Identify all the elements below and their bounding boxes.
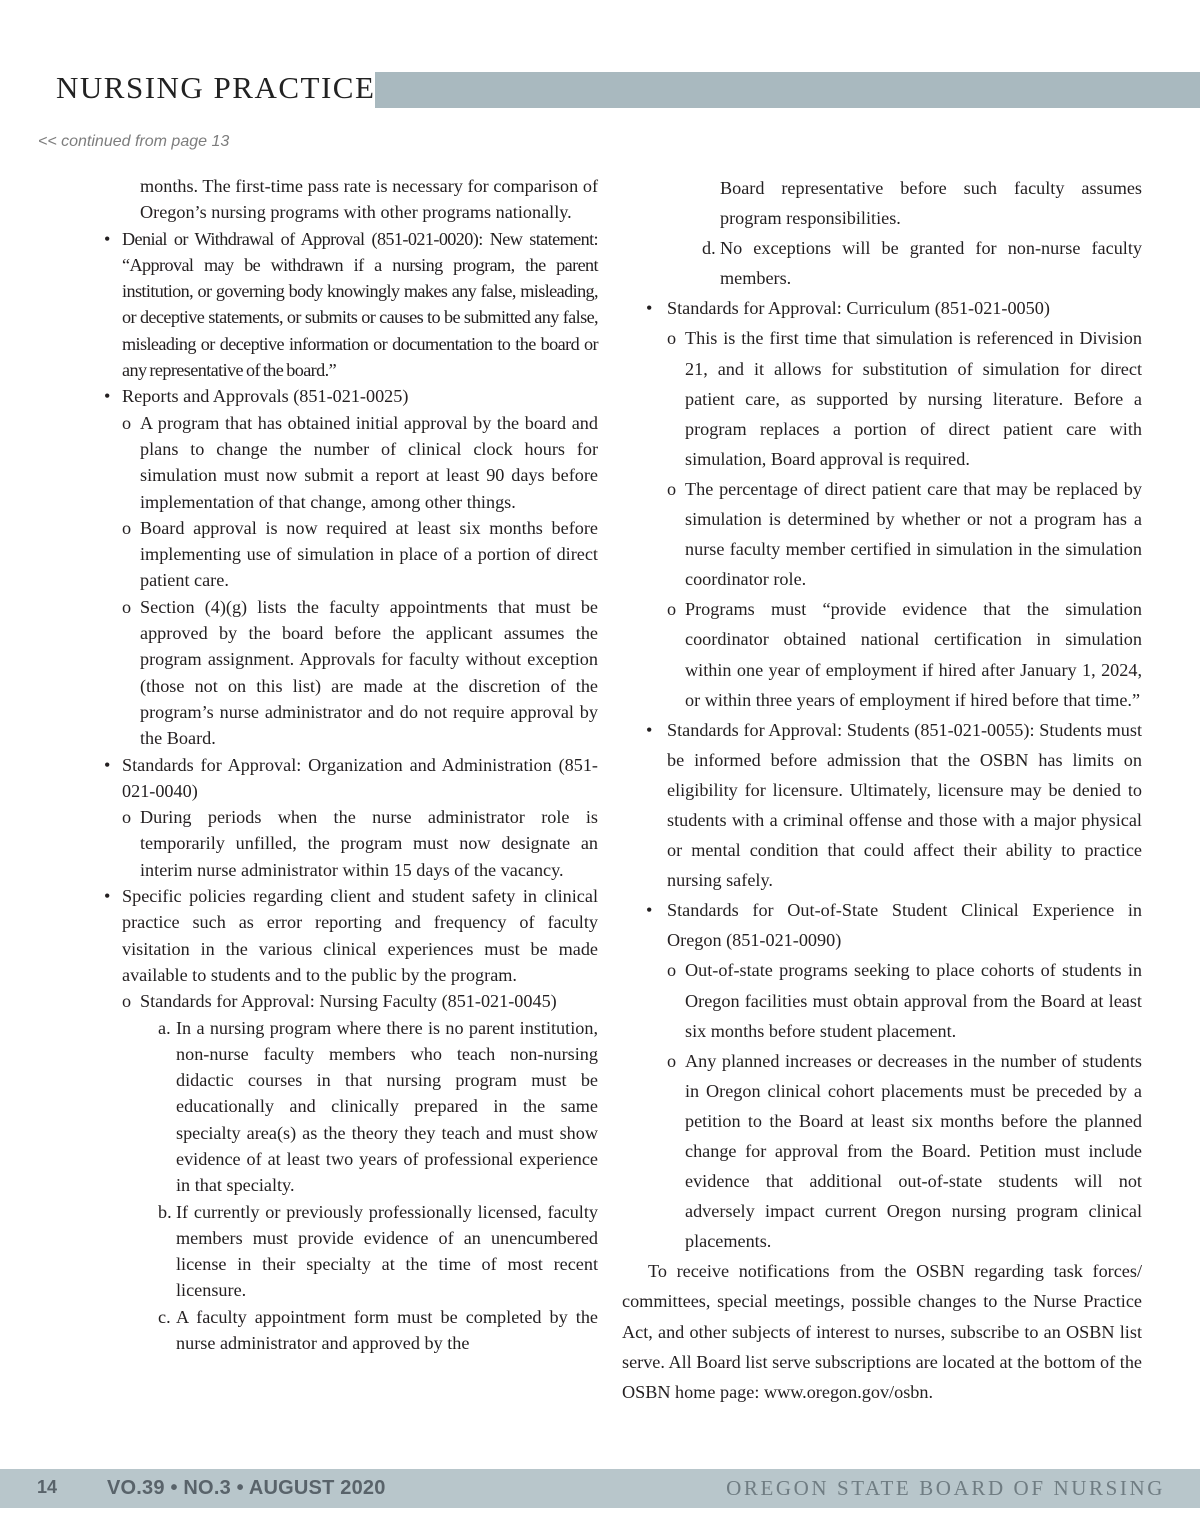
faculty-item-c-continued: Board representative before such faculty assumes program responsibilities. (720, 178, 1142, 229)
bullet-marker: • (104, 754, 111, 775)
right-column (622, 173, 1142, 1407)
list-item (104, 752, 598, 805)
out-of-state-item-text: Out-of-state programs seeking to place cohorts of students in Oregon facilities must obtain approval from the Board at least six months before student placement. (685, 960, 1142, 1041)
sub-bullet-marker: o (667, 478, 677, 499)
sub-bullet-marker: o (122, 596, 132, 617)
list-item (622, 1046, 1142, 1257)
list-item (622, 323, 1142, 473)
sub-bullet-marker: o (667, 328, 677, 349)
denial-withdrawal-text: Denial or Withdrawal of Approval (851-021-0020): New statement: “Approval may be withdrawn if a nursing program, the parent institution, or governing body knowingly makes any false, misleading, or deceptive statements, or submits or causes to be submitted any false, misleading or deceptive information or documentation to the board or any representative of the board.” (122, 228, 598, 381)
closing-paragraph: To receive notifications from the OSBN regarding task forces/ committees, special meetings, possible changes to the Nurse Practice Act, and other subjects of interest to nurses, subscribe to an OSBN list serve. All Board list serve subscriptions are located at the bottom of the OSBN home page: www.oregon.gov/osbn. (622, 1261, 1142, 1402)
bullet-marker: • (104, 886, 111, 907)
list-item (104, 515, 598, 594)
list-item (622, 233, 1142, 293)
reports-item-text: Board approval is now required at least six months before implementing use of simulation in place of a portion of direct patient care. (140, 517, 598, 591)
organization-item-text: During periods when the nurse administrator role is temporarily unfilled, the program must now designate an interim nurse administrator within 15 days of the vacancy. (140, 807, 598, 880)
bullet-marker: • (646, 298, 653, 319)
curriculum-item-text: Programs must “provide evidence that the simulation coordinator obtained national certification in simulation within one year of employment if hired after January 1, 2024, or within three years of employment if hired before that time.” (685, 599, 1142, 710)
section-title: NURSING PRACTICE (56, 70, 376, 105)
faculty-heading: Standards for Approval: Nursing Faculty (851-021-0045) (140, 991, 557, 1012)
sub-bullet-marker: o (122, 517, 132, 538)
list-item (622, 715, 1142, 896)
letter-marker: d. (702, 238, 716, 259)
letter-marker: a. (158, 1017, 171, 1038)
list-item (104, 1304, 598, 1357)
issue-label: VO.39 • NO.3 • AUGUST 2020 (107, 1477, 386, 1499)
sub-bullet-marker: o (122, 412, 132, 433)
continued-note: << continued from page 13 (38, 133, 230, 150)
list-item (104, 988, 598, 1014)
students-text: Standards for Approval: Students (851-021-0055): Students must be informed before admission that the OSBN has limits on eligibility for licensure. Ultimately, licensure may be denied to students with a criminal offense and those with a major physical or mental condition that could affect their ability to practice nursing safely. (667, 719, 1142, 891)
out-of-state-heading: Standards for Out-of-State Student Clinical Experience in Oregon (851-021-0090) (667, 900, 1142, 951)
sub-bullet-marker: o (667, 1050, 677, 1071)
list-item (104, 383, 598, 409)
curriculum-item-text: This is the first time that simulation is referenced in Division 21, and it allows for substitution of simulation for direct patient care, as supported by nursing literature. Before a program replaces a portion of direct patient care with simulation, Board approval is required. (685, 328, 1142, 469)
list-item (622, 955, 1142, 1045)
bullet-marker: • (646, 900, 653, 921)
bullet-marker: • (104, 386, 111, 407)
organization-heading: Standards for Approval: Organization and Administration (851-021-0040) (122, 754, 598, 801)
left-column (104, 173, 598, 1356)
curriculum-heading: Standards for Approval: Curriculum (851-021-0050) (667, 298, 1050, 319)
curriculum-item-text: The percentage of direct patient care that may be replaced by simulation is determined by whether or not a program has a nurse faculty member certified in simulation in the simulation coordinator role. (685, 478, 1142, 590)
sub-bullet-marker: o (667, 599, 677, 620)
out-of-state-item-text: Any planned increases or decreases in the number of students in Oregon clinical cohort placements must be preceded by a petition to the Board at least six months before the planned change for approval from the Board. Petition must include evidence that additional out-of-state students will not adversely impact current Oregon nursing program clinical placements. (685, 1050, 1142, 1252)
list-item (622, 293, 1142, 323)
letter-marker: b. (158, 1201, 172, 1222)
reports-heading: Reports and Approvals (851-021-0025) (122, 386, 409, 407)
intro-continuation: months. The first-time pass rate is necessary for comparison of Oregon’s nursing programs with other programs nationally. (140, 176, 598, 223)
list-item (104, 1199, 598, 1304)
header-accent-bar (375, 72, 1200, 108)
list-item (622, 474, 1142, 594)
sub-bullet-marker: o (667, 960, 677, 981)
organization-name: OREGON STATE BOARD OF NURSING (726, 1476, 1165, 1500)
faculty-item-c: A faculty appointment form must be completed by the nurse administrator and approved by the (176, 1306, 598, 1354)
bullet-marker: • (104, 228, 111, 249)
list-item (622, 895, 1142, 955)
list-item (104, 1015, 598, 1199)
faculty-item-d: No exceptions will be granted for non-nurse faculty members. (720, 238, 1142, 289)
list-item (104, 804, 598, 883)
sub-bullet-marker: o (122, 991, 132, 1012)
policies-text: Specific policies regarding client and student safety in clinical practice such as error reporting and frequency of faculty visitation in the various clinical experiences must be made available to students and to the public by the program. (122, 886, 598, 985)
faculty-item-b: If currently or previously professionally licensed, faculty members must provide evidence of an unencumbered license in their specialty at the time of most recent licensure. (176, 1201, 598, 1301)
reports-item-text: A program that has obtained initial approval by the board and plans to change the number of clinical clock hours for simulation must now submit a report at least 90 days before implementation of that change, among other things. (140, 412, 598, 512)
list-item (104, 226, 598, 384)
bullet-marker: • (646, 719, 653, 740)
reports-item-text: Section (4)(g) lists the faculty appointments that must be approved by the board before the applicant assumes the program assignment. Approvals for faculty without exception (those not on this list) are made at the discretion of the program’s nurse administrator and do not require approval by the Board. (140, 596, 598, 749)
faculty-item-a: In a nursing program where there is no parent institution, non-nurse faculty members who teach non-nursing didactic courses in that nursing program must be educationally and clinically prepared in the same specialty area(s) as the theory they teach and must show evidence of at least two years of professional experience in that specialty. (176, 1017, 598, 1196)
list-item (622, 594, 1142, 714)
sub-bullet-marker: o (122, 807, 132, 828)
list-item (104, 883, 598, 988)
page-number: 14 (37, 1477, 58, 1497)
list-item (104, 594, 598, 752)
letter-marker: c. (158, 1306, 171, 1327)
list-item (104, 410, 598, 515)
